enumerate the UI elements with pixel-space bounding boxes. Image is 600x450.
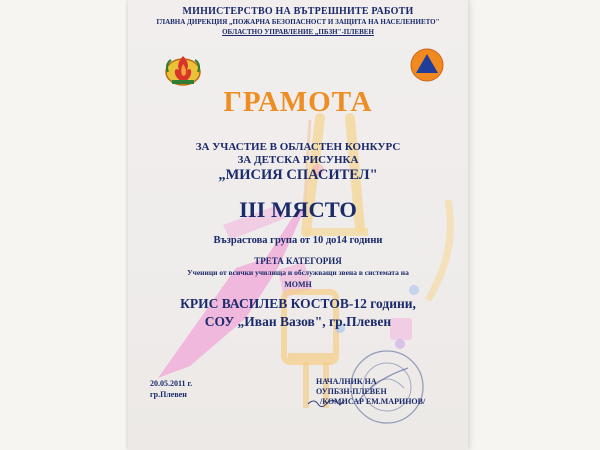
signatory-title-2: ОУПБЗН-ПЛЕВЕН bbox=[316, 387, 387, 396]
issue-date-block bbox=[150, 378, 192, 400]
issue-date: 20.05.2011 г. bbox=[150, 379, 193, 388]
ministry-abbreviation: МОМН bbox=[284, 280, 312, 289]
regional-office-heading: ОБЛАСТНО УПРАВЛЕНИЕ „ПБЗН"-ПЛЕВЕН bbox=[222, 28, 374, 36]
issue-city: гр.Плевен bbox=[150, 390, 187, 399]
signatory-name: /КОМИСАР ЕМ.МАРИНОВ/ bbox=[320, 397, 426, 406]
signatory-title-1: НАЧАЛНИК НА bbox=[316, 377, 377, 386]
civil-defence-triangle-icon bbox=[410, 48, 444, 82]
contest-type-line: ЗА ДЕТСКА РИСУНКА bbox=[237, 154, 359, 166]
participation-line: ЗА УЧАСТИЕ В ОБЛАСТЕН КОНКУРС bbox=[195, 141, 401, 153]
recipient-name: КРИС ВАСИЛЕВ КОСТОВ-12 години, bbox=[180, 296, 416, 311]
category-description: Ученици от всички училища и обслужващи звена в системата на bbox=[187, 268, 409, 277]
category-heading: ТРЕТА КАТЕГОРИЯ bbox=[254, 256, 342, 266]
age-group: Възрастова група от 10 до14 години bbox=[213, 235, 383, 246]
ministry-heading: МИНИСТЕРСТВО НА ВЪТРЕШНИТЕ РАБОТИ bbox=[182, 6, 414, 17]
directorate-heading: ГЛАВНА ДИРЕКЦИЯ „ПОЖАРНА БЕЗОПАСНОСТ И ЗАЩИТА НА НАСЕЛЕНИЕТО" bbox=[156, 18, 440, 26]
certificate-document bbox=[128, 0, 468, 450]
contest-name: „МИСИЯ СПАСИТЕЛ" bbox=[218, 167, 378, 183]
fire-service-crest-icon bbox=[162, 50, 204, 88]
place-award: III МЯСТО bbox=[239, 197, 357, 222]
recipient-school: СОУ „Иван Вазов", гр.Плевен bbox=[204, 314, 392, 329]
certificate-title: ГРАМОТА bbox=[223, 86, 373, 118]
signatory-block bbox=[316, 377, 425, 407]
